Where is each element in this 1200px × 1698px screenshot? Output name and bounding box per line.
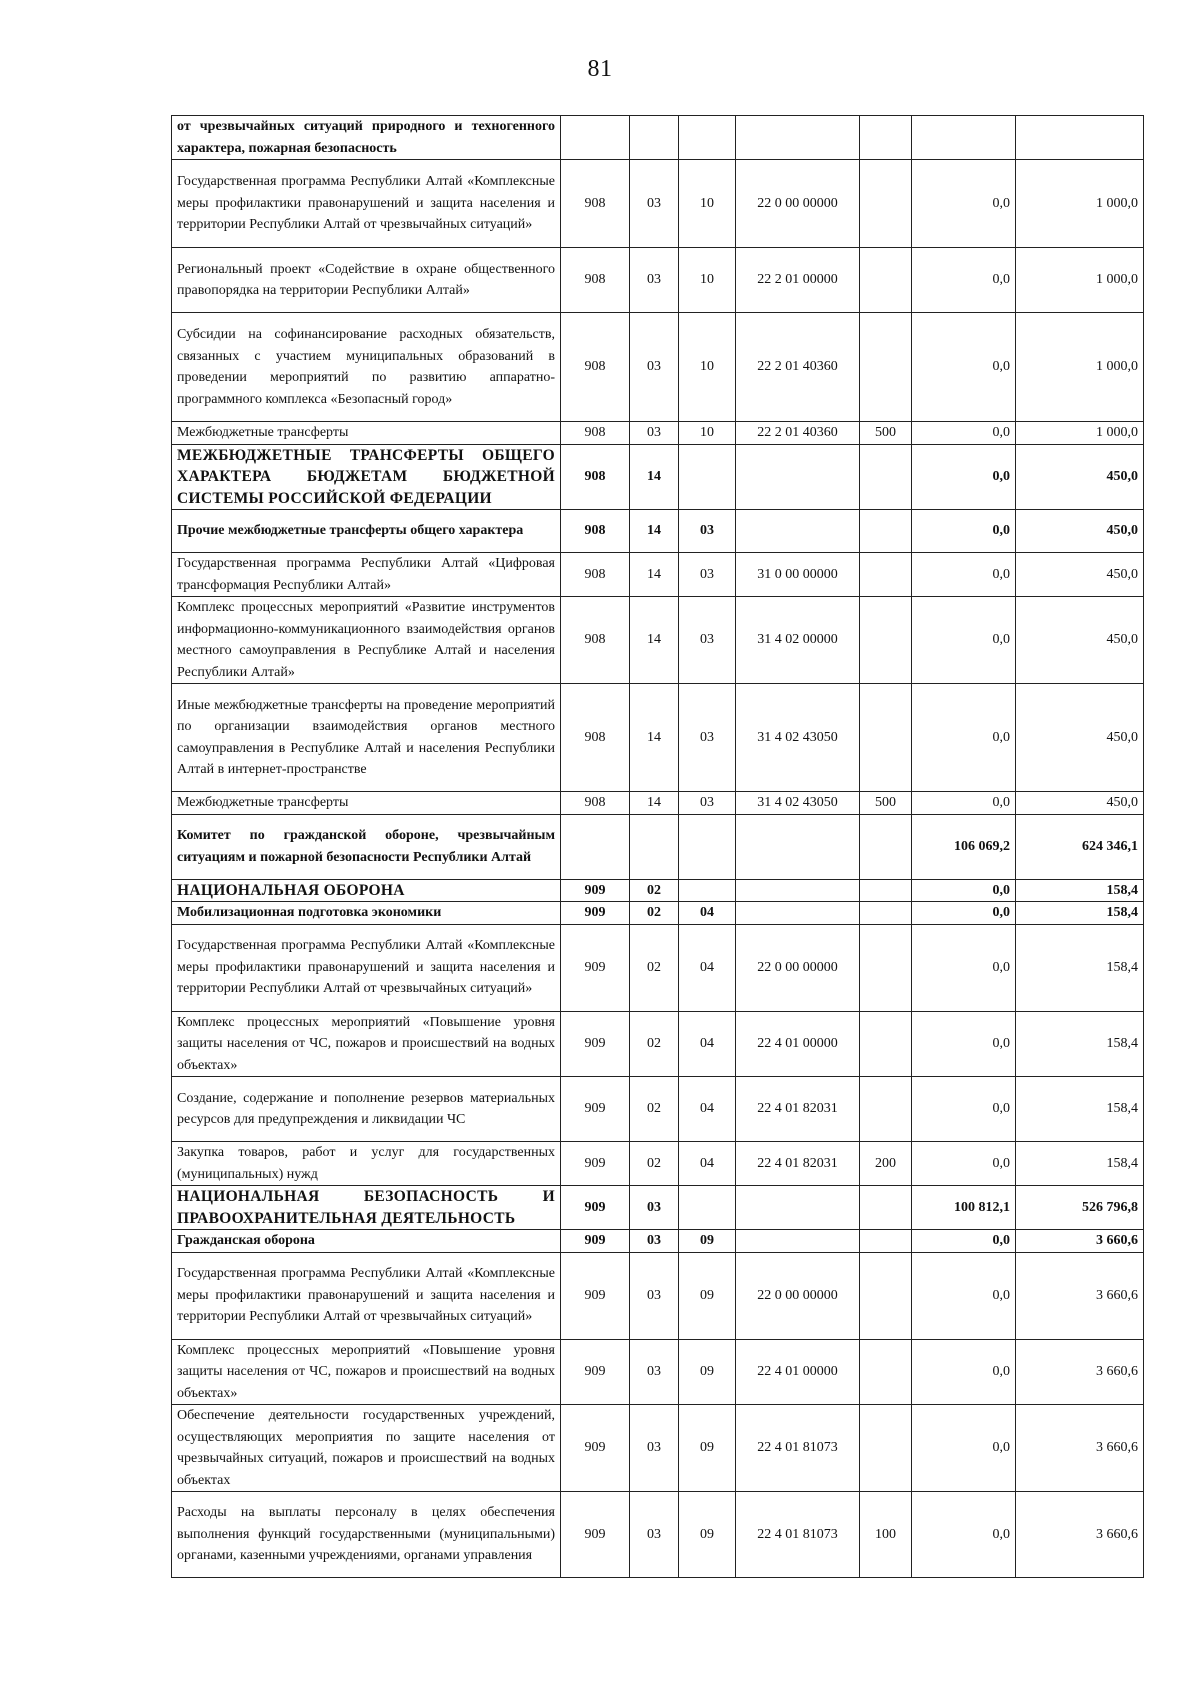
amount-year-1: 100 812,1 xyxy=(912,1186,1016,1230)
table-row xyxy=(172,1339,1144,1405)
table-row xyxy=(172,902,1144,925)
row-name: Мобилизационная подготовка экономики xyxy=(172,902,561,925)
target-article-code: 22 4 01 82031 xyxy=(736,1142,860,1186)
row-name: Комитет по гражданской обороне, чрезвычайным ситуациям и пожарной безопасности Республики Алтай xyxy=(172,814,561,879)
ministry-code: 909 xyxy=(561,924,630,1011)
table-row xyxy=(172,814,1144,879)
section-code: 02 xyxy=(630,1011,679,1077)
table-row xyxy=(172,553,1144,597)
table-row xyxy=(172,1011,1144,1077)
amount-year-1: 0,0 xyxy=(912,1077,1016,1142)
subsection-code: 10 xyxy=(679,248,736,313)
table-row xyxy=(172,422,1144,445)
target-article-code xyxy=(736,879,860,902)
ministry-code: 908 xyxy=(561,444,630,510)
expense-type-code: 500 xyxy=(860,792,912,815)
table-row xyxy=(172,1186,1144,1230)
target-article-code: 22 2 01 40360 xyxy=(736,313,860,422)
section-code: 02 xyxy=(630,1142,679,1186)
section-code: 14 xyxy=(630,684,679,792)
subsection-code: 09 xyxy=(679,1252,736,1339)
target-article-code xyxy=(736,902,860,925)
ministry-code: 909 xyxy=(561,879,630,902)
target-article-code xyxy=(736,510,860,553)
ministry-code xyxy=(561,116,630,160)
target-article-code: 31 4 02 43050 xyxy=(736,792,860,815)
amount-year-2: 3 660,6 xyxy=(1016,1339,1144,1405)
expense-type-code xyxy=(860,814,912,879)
row-name: Создание, содержание и пополнение резервов материальных ресурсов для предупреждения и ликвидации ЧС xyxy=(172,1077,561,1142)
subsection-code: 03 xyxy=(679,792,736,815)
row-name: МЕЖБЮДЖЕТНЫЕ ТРАНСФЕРТЫ ОБЩЕГО ХАРАКТЕРА БЮДЖЕТАМ БЮДЖЕТНОЙ СИСТЕМЫ РОССИЙСКОЙ ФЕДЕРАЦИИ xyxy=(172,444,561,510)
expense-type-code xyxy=(860,444,912,510)
amount-year-2: 158,4 xyxy=(1016,1077,1144,1142)
amount-year-1: 0,0 xyxy=(912,1252,1016,1339)
expense-type-code xyxy=(860,116,912,160)
row-name: Государственная программа Республики Алтай «Цифровая трансформация Республики Алтай» xyxy=(172,553,561,597)
section-code xyxy=(630,116,679,160)
target-article-code: 22 2 01 40360 xyxy=(736,422,860,445)
expense-type-code xyxy=(860,248,912,313)
row-name: Обеспечение деятельности государственных учреждений, осуществляющих мероприятия по защите населения от чрезвычайных ситуаций, пожаров и происшествий на водных объектах xyxy=(172,1405,561,1492)
expense-type-code xyxy=(860,1186,912,1230)
expense-type-code xyxy=(860,597,912,684)
target-article-code: 22 4 01 00000 xyxy=(736,1011,860,1077)
target-article-code: 31 4 02 43050 xyxy=(736,684,860,792)
expense-type-code xyxy=(860,1339,912,1405)
row-name: Прочие межбюджетные трансферты общего характера xyxy=(172,510,561,553)
amount-year-1: 0,0 xyxy=(912,792,1016,815)
amount-year-1: 0,0 xyxy=(912,248,1016,313)
row-name: Субсидии на софинансирование расходных обязательств, связанных с участием муниципальных образований в проведении мероприятий по развитию аппаратно-программного комплекса «Безопасный город» xyxy=(172,313,561,422)
amount-year-1 xyxy=(912,116,1016,160)
target-article-code xyxy=(736,444,860,510)
subsection-code: 10 xyxy=(679,313,736,422)
table-row xyxy=(172,1492,1144,1578)
amount-year-2: 1 000,0 xyxy=(1016,313,1144,422)
section-code: 02 xyxy=(630,879,679,902)
amount-year-1: 106 069,2 xyxy=(912,814,1016,879)
expense-type-code xyxy=(860,924,912,1011)
row-name: НАЦИОНАЛЬНАЯ БЕЗОПАСНОСТЬ И ПРАВООХРАНИТЕЛЬНАЯ ДЕЯТЕЛЬНОСТЬ xyxy=(172,1186,561,1230)
expense-type-code xyxy=(860,160,912,248)
section-code: 02 xyxy=(630,902,679,925)
table-row xyxy=(172,248,1144,313)
section-code: 03 xyxy=(630,1186,679,1230)
amount-year-2: 1 000,0 xyxy=(1016,160,1144,248)
subsection-code: 04 xyxy=(679,924,736,1011)
expense-type-code: 500 xyxy=(860,422,912,445)
target-article-code xyxy=(736,1186,860,1230)
amount-year-2: 158,4 xyxy=(1016,924,1144,1011)
amount-year-2: 158,4 xyxy=(1016,902,1144,925)
target-article-code xyxy=(736,814,860,879)
ministry-code xyxy=(561,814,630,879)
subsection-code xyxy=(679,116,736,160)
subsection-code: 04 xyxy=(679,902,736,925)
ministry-code: 909 xyxy=(561,1142,630,1186)
budget-table-body xyxy=(172,116,1144,1578)
ministry-code: 908 xyxy=(561,597,630,684)
expense-type-code xyxy=(860,1405,912,1492)
section-code: 03 xyxy=(630,1405,679,1492)
subsection-code: 03 xyxy=(679,597,736,684)
subsection-code: 09 xyxy=(679,1405,736,1492)
subsection-code: 10 xyxy=(679,160,736,248)
amount-year-1: 0,0 xyxy=(912,1142,1016,1186)
subsection-code: 03 xyxy=(679,684,736,792)
subsection-code: 09 xyxy=(679,1492,736,1578)
section-code: 02 xyxy=(630,924,679,1011)
expense-type-code xyxy=(860,1230,912,1253)
table-row xyxy=(172,510,1144,553)
ministry-code: 908 xyxy=(561,422,630,445)
subsection-code: 10 xyxy=(679,422,736,445)
row-name: НАЦИОНАЛЬНАЯ ОБОРОНА xyxy=(172,879,561,902)
target-article-code: 22 2 01 00000 xyxy=(736,248,860,313)
section-code: 03 xyxy=(630,1339,679,1405)
amount-year-2: 158,4 xyxy=(1016,879,1144,902)
amount-year-1: 0,0 xyxy=(912,924,1016,1011)
subsection-code xyxy=(679,1186,736,1230)
target-article-code: 22 0 00 00000 xyxy=(736,160,860,248)
amount-year-1: 0,0 xyxy=(912,597,1016,684)
row-name: Комплекс процессных мероприятий «Повышение уровня защиты населения от ЧС, пожаров и происшествий на водных объектах» xyxy=(172,1339,561,1405)
expense-type-code xyxy=(860,313,912,422)
ministry-code: 909 xyxy=(561,1405,630,1492)
table-row xyxy=(172,1142,1144,1186)
subsection-code: 03 xyxy=(679,510,736,553)
row-name: Межбюджетные трансферты xyxy=(172,792,561,815)
target-article-code: 22 0 00 00000 xyxy=(736,924,860,1011)
row-name: Государственная программа Республики Алтай «Комплексные меры профилактики правонарушений и защита населения и территории Республики Алтай от чрезвычайных ситуаций» xyxy=(172,160,561,248)
expense-type-code: 100 xyxy=(860,1492,912,1578)
page-number: 81 xyxy=(587,56,613,82)
row-name: Межбюджетные трансферты xyxy=(172,422,561,445)
ministry-code: 908 xyxy=(561,313,630,422)
table-row xyxy=(172,1252,1144,1339)
amount-year-2: 1 000,0 xyxy=(1016,422,1144,445)
section-code: 14 xyxy=(630,597,679,684)
expense-type-code xyxy=(860,1077,912,1142)
table-row xyxy=(172,160,1144,248)
section-code: 03 xyxy=(630,1252,679,1339)
subsection-code: 04 xyxy=(679,1077,736,1142)
subsection-code: 03 xyxy=(679,553,736,597)
row-name: Государственная программа Республики Алтай «Комплексные меры профилактики правонарушений и защита населения и территории Республики Алтай от чрезвычайных ситуаций» xyxy=(172,1252,561,1339)
ministry-code: 908 xyxy=(561,792,630,815)
ministry-code: 908 xyxy=(561,684,630,792)
amount-year-1: 0,0 xyxy=(912,1492,1016,1578)
subsection-code: 04 xyxy=(679,1142,736,1186)
expense-type-code xyxy=(860,902,912,925)
row-name: Иные межбюджетные трансферты на проведение мероприятий по организации взаимодействия органов местного самоуправления в Республике Алтай и населения Республики Алтай в интернет-пространстве xyxy=(172,684,561,792)
ministry-code: 908 xyxy=(561,248,630,313)
table-row xyxy=(172,444,1144,510)
table-row xyxy=(172,116,1144,160)
row-name: Комплекс процессных мероприятий «Повышение уровня защиты населения от ЧС, пожаров и происшествий на водных объектах» xyxy=(172,1011,561,1077)
amount-year-2: 3 660,6 xyxy=(1016,1492,1144,1578)
expense-type-code xyxy=(860,684,912,792)
table-row xyxy=(172,1405,1144,1492)
ministry-code: 908 xyxy=(561,553,630,597)
ministry-code: 908 xyxy=(561,160,630,248)
table-row xyxy=(172,879,1144,902)
amount-year-1: 0,0 xyxy=(912,1011,1016,1077)
row-name: Комплекс процессных мероприятий «Развитие инструментов информационно-коммуникационного взаимодействия органов местного самоуправления в Республике Алтай и населения Республики Алтай» xyxy=(172,597,561,684)
expense-type-code: 200 xyxy=(860,1142,912,1186)
expense-type-code xyxy=(860,879,912,902)
table-row xyxy=(172,597,1144,684)
subsection-code xyxy=(679,814,736,879)
section-code: 03 xyxy=(630,1492,679,1578)
section-code xyxy=(630,814,679,879)
section-code: 03 xyxy=(630,422,679,445)
subsection-code xyxy=(679,879,736,902)
ministry-code: 909 xyxy=(561,1252,630,1339)
amount-year-1: 0,0 xyxy=(912,902,1016,925)
row-name: Закупка товаров, работ и услуг для государственных (муниципальных) нужд xyxy=(172,1142,561,1186)
amount-year-2: 450,0 xyxy=(1016,684,1144,792)
ministry-code: 909 xyxy=(561,1230,630,1253)
row-name: Расходы на выплаты персоналу в целях обеспечения выполнения функций государственными (муниципальными) органами, казенными учреждениями, органами управления xyxy=(172,1492,561,1578)
row-name: Государственная программа Республики Алтай «Комплексные меры профилактики правонарушений и защита населения и территории Республики Алтай от чрезвычайных ситуаций» xyxy=(172,924,561,1011)
amount-year-1: 0,0 xyxy=(912,313,1016,422)
amount-year-2: 450,0 xyxy=(1016,510,1144,553)
target-article-code: 22 4 01 00000 xyxy=(736,1339,860,1405)
amount-year-2: 1 000,0 xyxy=(1016,248,1144,313)
amount-year-2 xyxy=(1016,116,1144,160)
target-article-code: 22 0 00 00000 xyxy=(736,1252,860,1339)
section-code: 03 xyxy=(630,313,679,422)
ministry-code: 909 xyxy=(561,1339,630,1405)
target-article-code: 22 4 01 82031 xyxy=(736,1077,860,1142)
amount-year-2: 3 660,6 xyxy=(1016,1405,1144,1492)
expense-type-code xyxy=(860,1252,912,1339)
ministry-code: 909 xyxy=(561,1186,630,1230)
amount-year-1: 0,0 xyxy=(912,510,1016,553)
expense-type-code xyxy=(860,1011,912,1077)
target-article-code: 31 0 00 00000 xyxy=(736,553,860,597)
ministry-code: 909 xyxy=(561,1077,630,1142)
amount-year-2: 3 660,6 xyxy=(1016,1230,1144,1253)
amount-year-2: 158,4 xyxy=(1016,1011,1144,1077)
target-article-code: 22 4 01 81073 xyxy=(736,1492,860,1578)
target-article-code xyxy=(736,1230,860,1253)
ministry-code: 909 xyxy=(561,1011,630,1077)
expense-type-code xyxy=(860,510,912,553)
amount-year-2: 450,0 xyxy=(1016,444,1144,510)
section-code: 02 xyxy=(630,1077,679,1142)
row-name: от чрезвычайных ситуаций природного и техногенного характера, пожарная безопасность xyxy=(172,116,561,160)
ministry-code: 908 xyxy=(561,510,630,553)
section-code: 03 xyxy=(630,160,679,248)
amount-year-2: 624 346,1 xyxy=(1016,814,1144,879)
section-code: 03 xyxy=(630,248,679,313)
section-code: 14 xyxy=(630,792,679,815)
ministry-code: 909 xyxy=(561,902,630,925)
section-code: 03 xyxy=(630,1230,679,1253)
table-row xyxy=(172,1077,1144,1142)
target-article-code: 31 4 02 00000 xyxy=(736,597,860,684)
amount-year-2: 450,0 xyxy=(1016,553,1144,597)
table-row xyxy=(172,684,1144,792)
section-code: 14 xyxy=(630,510,679,553)
table-row xyxy=(172,792,1144,815)
budget-table xyxy=(171,115,1144,1578)
amount-year-1: 0,0 xyxy=(912,1339,1016,1405)
amount-year-2: 450,0 xyxy=(1016,792,1144,815)
target-article-code: 22 4 01 81073 xyxy=(736,1405,860,1492)
amount-year-1: 0,0 xyxy=(912,1405,1016,1492)
subsection-code: 09 xyxy=(679,1230,736,1253)
subsection-code: 09 xyxy=(679,1339,736,1405)
amount-year-1: 0,0 xyxy=(912,160,1016,248)
amount-year-1: 0,0 xyxy=(912,422,1016,445)
subsection-code xyxy=(679,444,736,510)
amount-year-2: 3 660,6 xyxy=(1016,1252,1144,1339)
subsection-code: 04 xyxy=(679,1011,736,1077)
amount-year-1: 0,0 xyxy=(912,444,1016,510)
expense-type-code xyxy=(860,553,912,597)
amount-year-1: 0,0 xyxy=(912,553,1016,597)
ministry-code: 909 xyxy=(561,1492,630,1578)
row-name: Гражданская оборона xyxy=(172,1230,561,1253)
section-code: 14 xyxy=(630,444,679,510)
table-row xyxy=(172,1230,1144,1253)
amount-year-2: 450,0 xyxy=(1016,597,1144,684)
row-name: Региональный проект «Содействие в охране общественного правопорядка на территории Республики Алтай» xyxy=(172,248,561,313)
section-code: 14 xyxy=(630,553,679,597)
amount-year-1: 0,0 xyxy=(912,879,1016,902)
amount-year-1: 0,0 xyxy=(912,684,1016,792)
amount-year-1: 0,0 xyxy=(912,1230,1016,1253)
table-row xyxy=(172,313,1144,422)
target-article-code xyxy=(736,116,860,160)
table-row xyxy=(172,924,1144,1011)
amount-year-2: 158,4 xyxy=(1016,1142,1144,1186)
amount-year-2: 526 796,8 xyxy=(1016,1186,1144,1230)
